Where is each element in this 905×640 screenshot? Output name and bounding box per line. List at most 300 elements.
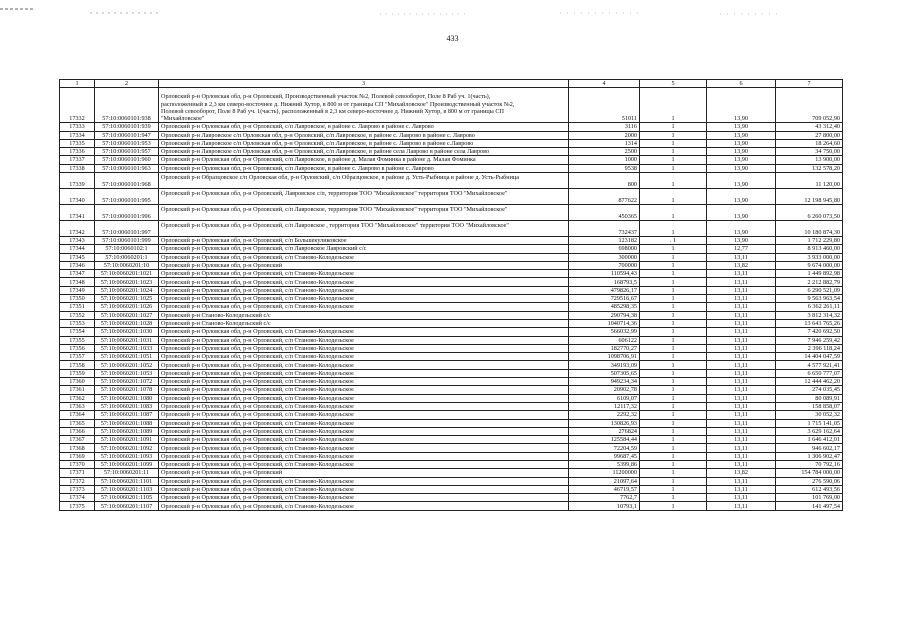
cadastral-value: 3 812 314,32 [776, 311, 843, 319]
cadastral-value: 154 784 000,00 [776, 469, 843, 477]
area-value: 7762,7 [569, 494, 640, 502]
area-value: 3116 [569, 123, 640, 131]
coefficient: 1 [640, 311, 707, 319]
address-description [159, 131, 569, 139]
table-row [60, 436, 843, 444]
address-description [159, 164, 569, 172]
table-row [60, 444, 843, 452]
cadastral-value: 7 946 259,42 [776, 336, 843, 344]
area-value: 729516,67 [569, 295, 640, 303]
coefficient: 1 [640, 502, 707, 510]
area-value: 110594,43 [569, 270, 640, 278]
address-line [161, 229, 566, 236]
row-number: 17367 [60, 436, 95, 444]
table-row [60, 336, 843, 344]
address-description [159, 378, 569, 386]
coefficient: 1 [640, 477, 707, 485]
row-number: 17340 [60, 188, 95, 204]
specific-index: 13,11 [707, 311, 776, 319]
coefficient: 1 [640, 188, 707, 204]
table-row [60, 452, 843, 460]
row-number: 17342 [60, 220, 95, 236]
coefficient: 1 [640, 164, 707, 172]
specific-index: 13,11 [707, 369, 776, 377]
specific-index: 13,11 [707, 402, 776, 410]
address-description [159, 427, 569, 435]
cadastral-value: 612 493,56 [776, 485, 843, 493]
row-number: 17336 [60, 148, 95, 156]
cadastral-number: 57:10:0060101:968 [95, 172, 159, 188]
coefficient: 1 [640, 253, 707, 261]
area-value: 949234,34 [569, 378, 640, 386]
specific-index: 13,11 [707, 436, 776, 444]
area-value: 349193,09 [569, 361, 640, 369]
specific-index: 13,11 [707, 502, 776, 510]
address-line: Орловский р-н Орловская обл, р-н Орловский, с/п Лавровское, в районе с. Лаврово в районе с. Лаврово [161, 164, 434, 172]
header-cell: 6 [707, 80, 776, 88]
cadastral-value: 946 602,17 [776, 444, 843, 452]
cadastral-number: 57:10:0060201:1078 [95, 386, 159, 394]
cadastral-number: 57:10:0060201:1027 [95, 311, 159, 319]
row-number: 17365 [60, 419, 95, 427]
row-number: 17332 [60, 88, 95, 123]
row-number: 17345 [60, 253, 95, 261]
row-number: 17372 [60, 477, 95, 485]
coefficient: 1 [640, 245, 707, 253]
specific-index: 13,11 [707, 361, 776, 369]
specific-index: 13,11 [707, 253, 776, 261]
table-row [60, 378, 843, 386]
coefficient: . 1 [640, 236, 707, 244]
cadastral-number: 57:10:0060201:1089 [95, 427, 159, 435]
specific-index: 13,11 [707, 461, 776, 469]
cadastral-value: 1 306 902,47 [776, 452, 843, 460]
coefficient: 1 [640, 328, 707, 336]
cadastral-number: 57:10:0060201:1080 [95, 394, 159, 402]
coefficient: 1 [640, 123, 707, 131]
address-description [159, 369, 569, 377]
cadastral-number: 57:10:0060101:939 [95, 123, 159, 131]
address-line: Орловский р-н Орловская обл, р-н Орловский, с/п Станово-Колодезьское [161, 444, 354, 452]
specific-index: 13,11 [707, 336, 776, 344]
row-number: 17371 [60, 469, 95, 477]
row-number: 17346 [60, 261, 95, 269]
header-cell: 3 [159, 80, 569, 88]
cadastral-value: 13 643 765,26 [776, 319, 843, 327]
address-description [159, 386, 569, 394]
area-value: 300000 [569, 253, 640, 261]
coefficient: 1 [640, 427, 707, 435]
cadastral-number: 57:10:0060101:963 [95, 164, 159, 172]
area-value: 1040714,36 [569, 319, 640, 327]
address-line: Орловский р-н Орловская обл, р-н Орловский, с/п Станово-Колодезьское [161, 502, 354, 510]
address-line: Орловский р-н Орловская обл, р-н Орловский, с/п Станово-Колодезьское [161, 303, 354, 311]
coefficient: 1 [640, 139, 707, 147]
cadastral-number: 57:10:0060101:953 [95, 139, 159, 147]
cadastral-number: 57:10:0060201:1105 [95, 494, 159, 502]
area-value: 72204,59 [569, 444, 640, 452]
coefficient: 1 [640, 88, 707, 123]
cadastral-number: 57:10:0060101:947 [95, 131, 159, 139]
specific-index: 13,11 [707, 378, 776, 386]
cadastral-number: 57:10:0060201:10 [95, 261, 159, 269]
table-row [60, 204, 843, 220]
area-value: 6109,07 [569, 394, 640, 402]
cadastral-value: 2 396 118,24 [776, 344, 843, 352]
address-description [159, 148, 569, 156]
coefficient: 1 [640, 494, 707, 502]
row-number: 17355 [60, 336, 95, 344]
address-line: Орловский р-н Лавровское с/п Орловская обл, р-н Орловский, с/п Лавровское, в районе села Лаврово в районе села Лаврово [161, 148, 490, 156]
coefficient: 1 [640, 148, 707, 156]
cadastral-value: 9 674 000,00 [776, 261, 843, 269]
cadastral-value: 1 715 141,05 [776, 419, 843, 427]
specific-index: 13,11 [707, 477, 776, 485]
address-line: Орловский р-н Орловская обл, р-н Орловский, с/п Станово-Колодезьское [161, 378, 354, 386]
coefficient: 1 [640, 278, 707, 286]
coefficient: 1 [640, 286, 707, 294]
cadastral-number: 57:10:0060201:1093 [95, 452, 159, 460]
row-number: 17373 [60, 485, 95, 493]
cadastral-number: 57:10:0060201:1087 [95, 411, 159, 419]
area-value: 698000 [569, 245, 640, 253]
area-value: 46719,57 [569, 485, 640, 493]
address-description [159, 188, 569, 204]
area-value: 5399,86 [569, 461, 640, 469]
row-number: 17341 [60, 204, 95, 220]
address-line: Орловский р-н Станово-Колодезьский с/с [161, 320, 271, 328]
address-description [159, 494, 569, 502]
specific-index: 13,90 [707, 220, 776, 236]
cadastral-value: 141 497,54 [776, 502, 843, 510]
row-number: 17375 [60, 502, 95, 510]
coefficient: 1 [640, 444, 707, 452]
cadastral-value: 7 420 692,50 [776, 328, 843, 336]
area-value: 99687,45 [569, 452, 640, 460]
specific-index: 13,11 [707, 411, 776, 419]
cadastral-number: 57:10:0060201:1052 [95, 361, 159, 369]
cadastral-value: 6 650 777,07 [776, 369, 843, 377]
row-number: 17363 [60, 402, 95, 410]
address-line: Орловский р-н Орловская обл, р-н Орловский, с/п Станово-Колодезьское [161, 419, 354, 427]
address-description [159, 444, 569, 452]
cadastral-value: 158 858,07 [776, 402, 843, 410]
address-description [159, 270, 569, 278]
address-description [159, 303, 569, 311]
specific-index: 13,90 [707, 204, 776, 220]
cadastral-value: 27 800,00 [776, 131, 843, 139]
address-line: Орловский р-н Орловская обл, р-н Орловский, с/п Лавровское, в районе д. Малая Фоминка в районе д. Малая Фоминка [161, 156, 476, 164]
cadastral-value: 10 180 874,30 [776, 220, 843, 236]
address-line: Орловский р-н Орловская обл, р-н Орловский, с/п Станово-Колодезьское [161, 344, 354, 352]
address-line: Орловский р-н Орловская обл, р-н Орловский, с/п Станово-Колодезьское [161, 253, 354, 261]
specific-index: 13,11 [707, 452, 776, 460]
area-value: 485298,35 [569, 303, 640, 311]
area-value: 168793,5 [569, 278, 640, 286]
coefficient: 1 [640, 436, 707, 444]
address-description [159, 123, 569, 131]
address-line: Орловский р-н Орловская обл, р-н Орловский, с/п Лавровское , территория ТОО "Михайловское" территория ТОО "Михайловское" [161, 221, 509, 229]
table-row [60, 311, 843, 319]
area-value: 276824 [569, 427, 640, 435]
address-line [161, 181, 566, 188]
address-line: Орловский р-н Орловская обл, р-н Орловский, с/п Станово-Колодезьское [161, 336, 354, 344]
area-value: 123182 [569, 236, 640, 244]
coefficient: 1 [640, 344, 707, 352]
address-line: Орловский р-н Орловская обл, р-н Орловский [161, 469, 283, 477]
table-row [60, 461, 843, 469]
cadastral-number: 57:10:0060201:1053 [95, 369, 159, 377]
table-row [60, 328, 843, 336]
coefficient: 1 [640, 204, 707, 220]
area-value: 877622 [569, 188, 640, 204]
cadastral-number: 57:10:0060201:1091 [95, 436, 159, 444]
specific-index: 13,11 [707, 278, 776, 286]
table-row [60, 123, 843, 131]
specific-index: 13,11 [707, 270, 776, 278]
area-value: 51011 [569, 88, 640, 123]
coefficient: 1 [640, 485, 707, 493]
coefficient: 1 [640, 319, 707, 327]
address-description [159, 172, 569, 188]
address-line: Орловский р-н Орловская обл, р-н Орловский, с/п Лавровское Лавровский с/с [161, 245, 367, 253]
address-line: Орловский р-н Орловская обл, р-н Орловский, с/п Станово-Колодезьское [161, 328, 354, 336]
row-number: 17338 [60, 164, 95, 172]
header-cell: 2 [95, 80, 159, 88]
specific-index: 13,11 [707, 386, 776, 394]
cadastral-value: 12 198 945,80 [776, 188, 843, 204]
coefficient: 1 [640, 369, 707, 377]
row-number: 17357 [60, 353, 95, 361]
address-line: Орловский р-н Орловская обл, р-н Орловский, Лавровское с/п, территория ТОО "Михайловское" территория ТОО "Михайловское" [161, 189, 508, 197]
address-description [159, 311, 569, 319]
specific-index: 13,90 [707, 156, 776, 164]
coefficient: 1 [640, 378, 707, 386]
area-value: 130826,93 [569, 419, 640, 427]
specific-index: 13,11 [707, 328, 776, 336]
address-line: Орловский р-н Орловская обл, р-н Орловский, с/п Станово-Колодезьское [161, 270, 354, 278]
row-number: 17354 [60, 328, 95, 336]
table-row [60, 419, 843, 427]
table-row [60, 88, 843, 123]
cadastral-value: 3 933 000,00 [776, 253, 843, 261]
cadastral-number: 57:10:0060201:1103 [95, 485, 159, 493]
area-value: 1000 [569, 156, 640, 164]
address-description [159, 452, 569, 460]
address-description [159, 139, 569, 147]
cadastral-number: 57:10:0060201:1051 [95, 353, 159, 361]
coefficient: 1 [640, 270, 707, 278]
address-line: Орловский р-н Орловская обл, р-н Орловский, с/п Лавровское, в районе с. Лаврово в районе с. Лаврово [161, 123, 434, 131]
specific-index: 13,11 [707, 303, 776, 311]
row-number: 17343 [60, 236, 95, 244]
cadastral-number: 57:10:0060201:1099 [95, 461, 159, 469]
address-line [161, 197, 566, 204]
table-row [60, 139, 843, 147]
cadastral-value: 6 362 261,11 [776, 303, 843, 311]
cadastral-number: 57:10:0060201:1023 [95, 278, 159, 286]
area-value: 290794,38 [569, 311, 640, 319]
coefficient: 1 [640, 411, 707, 419]
specific-index: 13,90 [707, 148, 776, 156]
specific-index: 13,11 [707, 444, 776, 452]
table-row [60, 278, 843, 286]
table-row [60, 502, 843, 510]
cadastral-value: 11 120,00 [776, 172, 843, 188]
address-description [159, 436, 569, 444]
specific-index: 13,90 [707, 236, 776, 244]
address-description [159, 502, 569, 510]
row-number: 17368 [60, 444, 95, 452]
table-row [60, 344, 843, 352]
address-line: Орловский р-н Орловская обл, р-н Орловский, с/п Станово-Колодезьское [161, 427, 354, 435]
coefficient: 1 [640, 261, 707, 269]
cadastral-number: 57:10:0060201:1072 [95, 378, 159, 386]
coefficient: 1 [640, 131, 707, 139]
area-value: 566032,99 [569, 328, 640, 336]
cadastral-number: 57:10:0060201:1083 [95, 402, 159, 410]
area-value: 800 [569, 172, 640, 188]
address-description [159, 88, 569, 123]
address-line: Орловский р-н Лавровское с/п Орловская обл, р-н Орловский, с/п Лавровское, в районе с. Лаврово в районе с.Лаврово [161, 139, 474, 147]
cadastral-number: 57:10:0060201:1 [95, 253, 159, 261]
table-row [60, 394, 843, 402]
table-row [60, 131, 843, 139]
cadastral-number: 57:10:0060101:938 [95, 88, 159, 123]
row-number: 17369 [60, 452, 95, 460]
address-line: Орловский р-н Орловская обл, р-н Орловский, с/п Станово-Колодезьское [161, 436, 354, 444]
cadastral-value: 2 212 882,79 [776, 278, 843, 286]
cadastral-number: 57:10:0060201:1025 [95, 295, 159, 303]
address-description [159, 485, 569, 493]
address-description [159, 411, 569, 419]
specific-index: 13,11 [707, 319, 776, 327]
table-row [60, 319, 843, 327]
table-row [60, 253, 843, 261]
table-row [60, 411, 843, 419]
area-value: 125584,44 [569, 436, 640, 444]
cadastral-number: 57:10:0060101:997 [95, 220, 159, 236]
cadastral-number: 57:10:0060101:995 [95, 188, 159, 204]
row-number: 17335 [60, 139, 95, 147]
row-number: 17358 [60, 361, 95, 369]
address-description [159, 286, 569, 294]
cadastral-number: 57:10:0060201:1024 [95, 286, 159, 294]
specific-index: 13,11 [707, 485, 776, 493]
address-line: Орловский р-н Станово-Колодезьский с/с [161, 311, 271, 319]
coefficient: 1 [640, 303, 707, 311]
registry-table [59, 79, 843, 511]
address-line: "Михайловское" [161, 115, 205, 122]
row-number: 17347 [60, 270, 95, 278]
area-value: 1314 [569, 139, 640, 147]
specific-index: 13,90 [707, 139, 776, 147]
table-row [60, 172, 843, 188]
cadastral-value: 1 646 412,01 [776, 436, 843, 444]
cadastral-value: 34 750,00 [776, 148, 843, 156]
table-row [60, 236, 843, 244]
cadastral-value: 43 312,40 [776, 123, 843, 131]
row-number: 17351 [60, 303, 95, 311]
coefficient: 1 [640, 469, 707, 477]
area-value: 479826,17 [569, 286, 640, 294]
row-number: 17349 [60, 286, 95, 294]
coefficient: 1 [640, 386, 707, 394]
cadastral-value: 709 052,90 [776, 88, 843, 123]
row-number: 17348 [60, 278, 95, 286]
address-description [159, 419, 569, 427]
area-value: 507305,65 [569, 369, 640, 377]
cadastral-value: 13 900,00 [776, 156, 843, 164]
table-row [60, 386, 843, 394]
table-row [60, 286, 843, 294]
cadastral-value: 274 035,45 [776, 386, 843, 394]
table-row [60, 261, 843, 269]
address-line: расположенный в 2,3 км северо-восточнее д. Нижний Хутор, в 800 м от границы СП "Михайловское" Производственный участок №2, [161, 100, 515, 108]
specific-index: 13,90 [707, 188, 776, 204]
specific-index: 13,82 [707, 469, 776, 477]
address-line: Орловский р-н Орловская обл, р-н Орловский, с/п Станово-Колодезьское [161, 286, 354, 294]
specific-index: 13,90 [707, 131, 776, 139]
table-row [60, 270, 843, 278]
address-description [159, 353, 569, 361]
area-value: 606122 [569, 336, 640, 344]
row-number: 17370 [60, 461, 95, 469]
address-line: Орловский р-н Орловская обл, р-н Орловский, с/п Станово-Колодезьское [161, 485, 354, 493]
cadastral-value: 1 712 229,80 [776, 236, 843, 244]
area-value: 9538 [569, 164, 640, 172]
cadastral-number: 57:10:0060201:1028 [95, 319, 159, 327]
page-number: 433 [446, 34, 459, 43]
area-value: 11200000 [569, 469, 640, 477]
specific-index: 13,90 [707, 164, 776, 172]
address-line: Орловский р-н Орловская обл, р-н Орловский, с/п Большекуликовское [161, 237, 347, 245]
row-number: 17374 [60, 494, 95, 502]
area-value: 2292,32 [569, 411, 640, 419]
cadastral-number: 57:10:0060201:1031 [95, 336, 159, 344]
address-line: Орловский р-н Орловская обл, р-н Орловский, с/п Станово-Колодезьское [161, 452, 354, 460]
address-line: Орловский р-н Орловская обл, р-н Орловский, с/п Станово-Колодезьское [161, 411, 354, 419]
coefficient: 1 [640, 353, 707, 361]
coefficient: 1 [640, 361, 707, 369]
specific-index: 13,11 [707, 353, 776, 361]
specific-index: 13,11 [707, 494, 776, 502]
cadastral-value: 70 792,16 [776, 461, 843, 469]
specific-index: 13,11 [707, 394, 776, 402]
row-number: 17361 [60, 386, 95, 394]
coefficient: 1 [640, 394, 707, 402]
address-line: Орловский р-н Образцовское с/п Орловская обл, р-н Орловский, с/п Образцовское, в районе д. Усть-Рыбница в районе д. Усть-Рыбница [161, 173, 519, 181]
address-line: Орловский р-н Орловская обл, р-н Орловский, с/п Станово-Колодезьское [161, 386, 354, 394]
address-description [159, 336, 569, 344]
table-row [60, 361, 843, 369]
address-line: Орловский р-н Орловская обл, р-н Орловский, с/п Станово-Колодезьское [161, 403, 354, 411]
row-number: 17362 [60, 394, 95, 402]
table-row [60, 494, 843, 502]
cadastral-number: 57:10:0060201:1033 [95, 344, 159, 352]
area-value: 10793,1 [569, 502, 640, 510]
area-value: 732437 [569, 220, 640, 236]
area-value: 20902,78 [569, 386, 640, 394]
table-row [60, 164, 843, 172]
address-line: Орловский р-н Орловская обл, р-н Орловский, Производственный участок №2, Полевой севооборот, Поле 8 Раб уч. 1(часть), [161, 93, 491, 101]
address-description [159, 477, 569, 485]
coefficient: 1 [640, 452, 707, 460]
header-cell: 4 [569, 80, 640, 88]
address-description [159, 319, 569, 327]
address-description [159, 245, 569, 253]
specific-index: 13,11 [707, 427, 776, 435]
